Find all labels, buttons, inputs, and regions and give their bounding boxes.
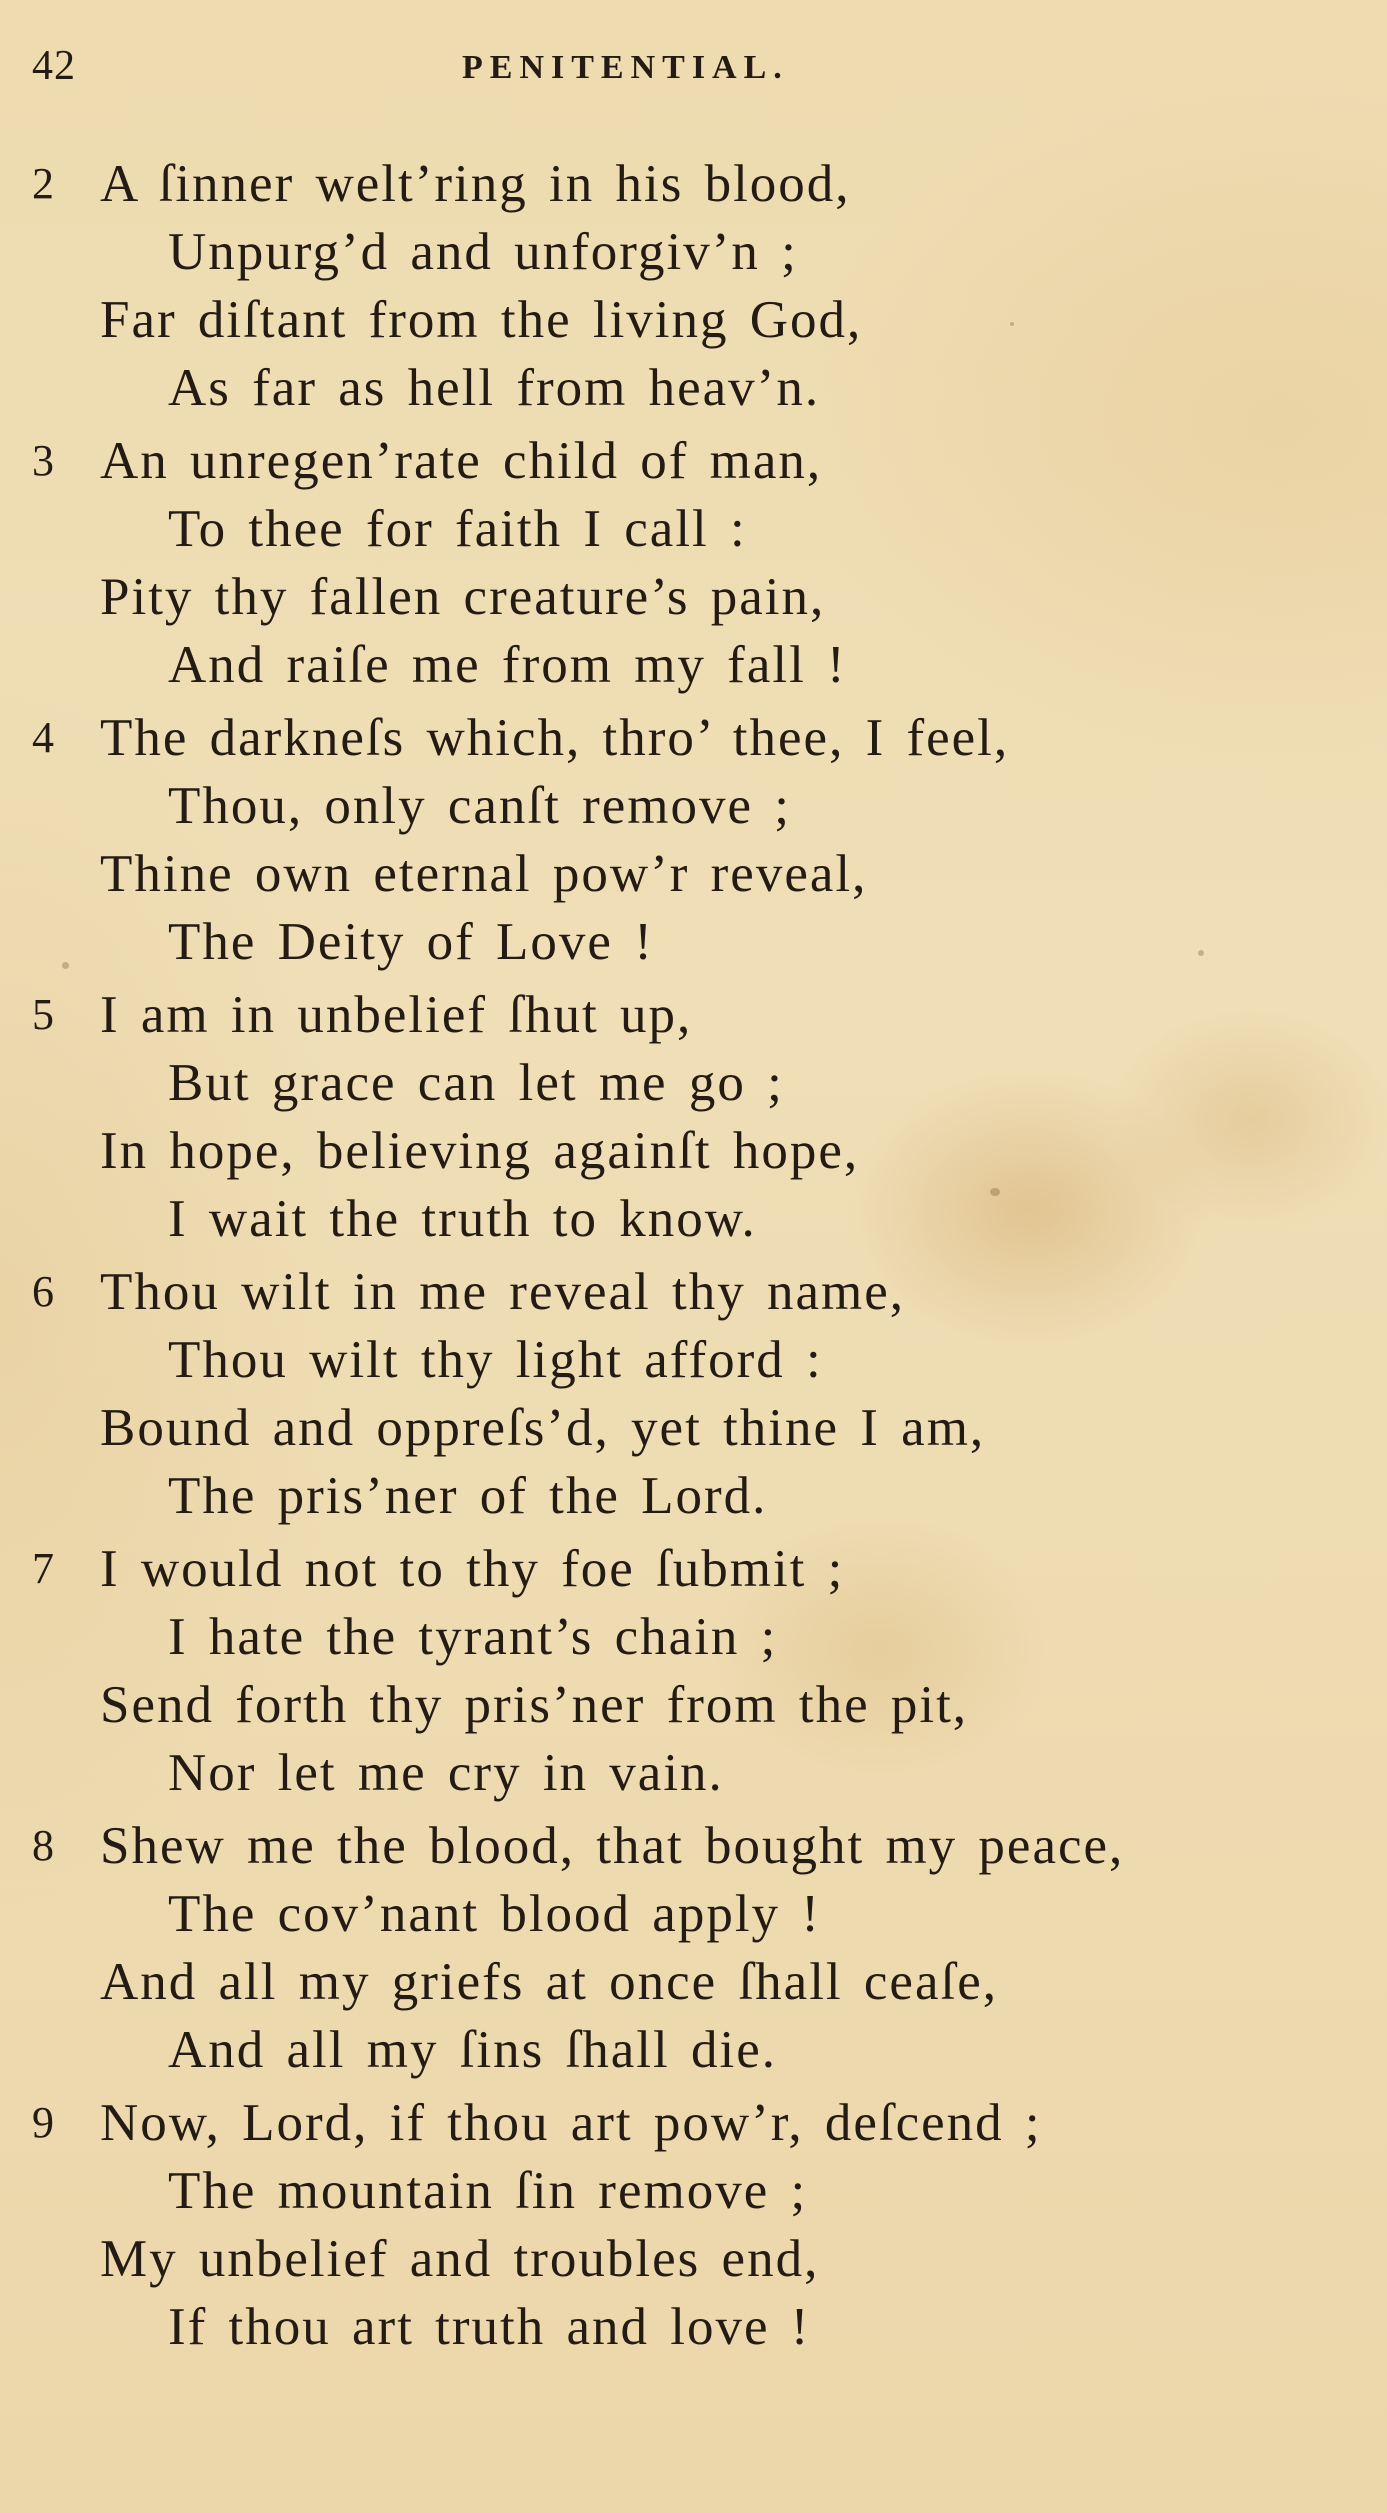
verse-line: Shew me the blood, that bought my peace,	[100, 1817, 1125, 1875]
verse-line: Pity thy fallen creature’s pain,	[100, 568, 826, 626]
verse-line: If thou art truth and love !	[168, 2298, 811, 2356]
verse-line: A ſinner welt’ring in his blood,	[100, 155, 851, 213]
verse-line: Unpurg’d and unforgiv’n ;	[168, 223, 798, 281]
verse-line: Nor let me cry in vain.	[168, 1744, 724, 1802]
verse-line: And all my ſins ſhall die.	[168, 2021, 777, 2079]
stanza	[32, 704, 1352, 981]
verse-line: Send forth thy pris’ner from the pit,	[100, 1676, 969, 1734]
stanza	[32, 1258, 1352, 1535]
verse-line: As far as hell from heav’n.	[168, 359, 821, 417]
hymn-stanzas	[32, 150, 1352, 2366]
verse-line: I hate the tyrant’s chain ;	[168, 1608, 778, 1666]
stanza	[32, 1812, 1352, 2089]
verse-line: The mountain ſin remove ;	[168, 2162, 808, 2220]
verse-line: Thou, only canſt remove ;	[168, 777, 791, 835]
verse-line: Thou wilt thy light afford :	[168, 1331, 823, 1389]
paper-speck	[1198, 950, 1204, 956]
page-header	[32, 38, 1032, 98]
stanza	[32, 981, 1352, 1258]
verse-line: I would not to thy foe ſubmit ;	[100, 1540, 845, 1598]
stanza	[32, 150, 1352, 427]
verse-line: Now, Lord, if thou art pow’r, deſcend ;	[100, 2094, 1042, 2152]
verse-line: I am in unbelief ſhut up,	[100, 986, 693, 1044]
verse-line: I wait the truth to know.	[168, 1190, 757, 1248]
running-title: PENITENTIAL.	[462, 49, 789, 86]
verse-line: The cov’nant blood apply !	[168, 1885, 821, 1943]
verse-line: To thee for faith I call :	[168, 500, 747, 558]
verse-line: Bound and oppreſs’d, yet thine I am,	[100, 1399, 986, 1457]
stanza-number: 4	[32, 713, 54, 762]
paper-speck	[62, 962, 69, 969]
stanza-number: 6	[32, 1267, 54, 1316]
verse-line: An unregen’rate child of man,	[100, 432, 823, 490]
stanza-number: 5	[32, 990, 54, 1039]
stanza-number: 7	[32, 1544, 54, 1593]
verse-line: In hope, believing againſt hope,	[100, 1122, 860, 1180]
stanza-number: 3	[32, 436, 54, 485]
verse-line: The Deity of Love !	[168, 913, 654, 971]
verse-line: Far diſtant from the living God,	[100, 291, 863, 349]
verse-line: And raiſe me from my fall !	[168, 636, 847, 694]
verse-line: The pris’ner of the Lord.	[168, 1467, 768, 1525]
verse-line: And all my griefs at once ſhall ceaſe,	[100, 1953, 998, 2011]
stanza	[32, 427, 1352, 704]
stanza-number: 8	[32, 1821, 54, 1870]
stanza	[32, 2089, 1352, 2366]
verse-line: Thine own eternal pow’r reveal,	[100, 845, 868, 903]
verse-line: Thou wilt in me reveal thy name,	[100, 1263, 905, 1321]
paper-speck	[990, 1188, 1000, 1196]
stanza-number: 9	[32, 2098, 54, 2147]
verse-line: The darkneſs which, thro’ thee, I feel,	[100, 709, 1010, 767]
verse-line: But grace can let me go ;	[168, 1054, 784, 1112]
stanza-number: 2	[32, 159, 54, 208]
verse-line: My unbelief and troubles end,	[100, 2230, 820, 2288]
stanza	[32, 1535, 1352, 1812]
page-number: 42	[32, 43, 76, 89]
paper-speck	[1010, 322, 1014, 326]
